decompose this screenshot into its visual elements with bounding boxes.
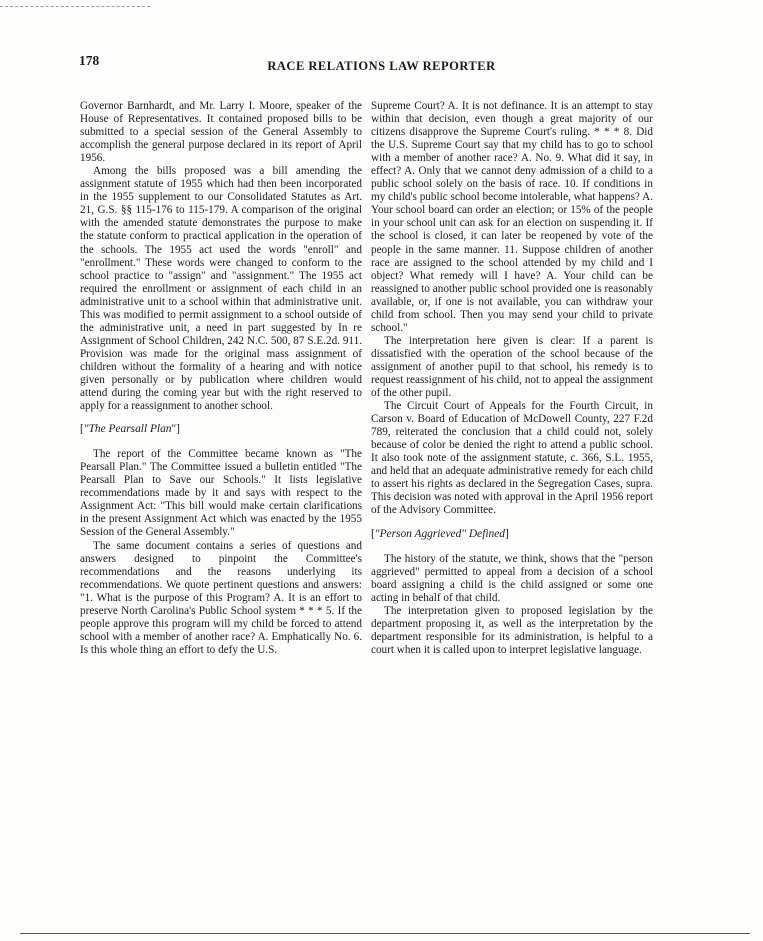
top-edge-dashes xyxy=(0,6,150,7)
heading-close-bracket: "] xyxy=(171,423,180,436)
left-paragraph-1: Governor Barnhardt, and Mr. Larry I. Moore, speaker of the House of Representatives. It contained proposed bills to be submitted to a special session of the General Assembly to accomplish the general purpose declared in its report of April 1956. xyxy=(80,100,362,165)
heading-open-bracket: [ xyxy=(80,423,84,436)
left-paragraph-2: Among the bills proposed was a bill amending the assignment statute of 1955 which had then been incorporated in the 1955 supplement to our Consolidated Statutes as Art. 21, G.S. §§ 115-176 to 115-179. A comparison of the original with the amended statute demonstrates the purpose to make the statute conform to practical application in the operation of the schools. The 1955 act used the words "enroll" and "enrollment." These words were changed to conform to the school practice to "assign" and "assignment." The 1955 act required the enrollment or assignment of each child in an administrative unit to a school within that administrative unit. This was modified to permit assignment to a school outside of the administrative unit, a need in part suggested by In re Assignment of School Children, 242 N.C. 500, 87 S.E.2d. 911. Provision was made for the original mass assignment of children without the formality of a hearing and with notice given personally or by publication where children would attend during the coming year but with the right reserved to apply for a reassignment to another school. xyxy=(80,165,362,413)
left-paragraph-4: The same document contains a series of questions and answers designed to pinpoint the Committee's recommendations and the reasons underlying its recommendations. We quote pertinent questions and answers: "1. What is the purpose of this Program? A. It is an effort to preserve North Carolina's Public School system * * * 5. If the people approve this program will my child be forced to attend school with a member of another race? A. Emphatically No. 6. Is this whole thing an effort to defy the U.S. xyxy=(80,539,362,656)
heading-pearsall-plan-text: "The Pearsall Plan xyxy=(83,423,172,436)
right-paragraph-3: The Circuit Court of Appeals for the Fourth Circuit, in Carson v. Board of Education of McDowell County, 227 F.2d 789, reiterated the conclusion that a child could not, solely because of color be denied the right to attend a public school. It also took note of the assignment statute, c. 366, S.L. 1955, and held that an adequate administrative remedy for each child to assert his rights as declared in the Segregation Cases, supra. This decision was noted with approval in the April 1956 report of the Advisory Committee. xyxy=(371,400,653,517)
heading-person-aggrieved-text: "Person Aggrieved" Defined xyxy=(374,527,505,540)
heading-open-bracket: [ xyxy=(371,527,375,540)
section-heading-pearsall-plan xyxy=(80,423,362,436)
section-heading-person-aggrieved xyxy=(371,528,653,541)
right-paragraph-4: The history of the statute, we think, shows that the "person aggrieved" permitted to appeal from a decision of a school board assigning a child is the child assigned or some one acting in behalf of that child. xyxy=(371,552,653,604)
left-paragraph-3: The report of the Committee became known as "The Pearsall Plan." The Committee issued a bulletin entitled "The Pearsall Plan to Save our Schools." It lists legislative recommendations made by it and says with respect to the Assignment Act: "This bill would make certain clarifications in the present Assignment Act which was enacted by the 1955 Session of the General Assembly." xyxy=(80,448,362,539)
left-column xyxy=(80,100,362,657)
right-paragraph-1: Supreme Court? A. It is not definance. It is an attempt to stay within that decision, even though a great majority of our citizens disapprove the Supreme Court's ruling. * * * 8. Did the U.S. Supreme Court say that my child has to go to school with a member of another race? A. No. 9. What did it say, in effect? A. Only that we cannot deny admission of a child to a public school solely on the basis of race. 10. If conditions in my child's public school become intolerable, what happens? A. Your school board can order an election; or 15% of the people in your school unit can ask for an election on suspending it. If the school is closed, it can later be reopened by vote of the people in the same manner. 11. Suppose children of another race are assigned to the school attended by my child and I object? What remedy will I have? A. Your child can be reassigned to another public school provided one is reasonably available, or, if one is not available, you can withdraw your child from school. Then you may send your child to private school." xyxy=(371,100,653,334)
right-column xyxy=(371,100,653,657)
page-number: 178 xyxy=(79,53,100,68)
heading-close-bracket: ] xyxy=(505,527,509,540)
bottom-edge-rule xyxy=(20,933,750,934)
right-paragraph-5: The interpretation given to proposed legislation by the department proposing it, as well as the interpretation by the department responsible for its administration, is helpful to a court when it is called upon to interpret legislative language. xyxy=(371,604,653,656)
running-header: RACE RELATIONS LAW REPORTER xyxy=(267,59,496,73)
right-paragraph-2: The interpretation here given is clear: If a parent is dissatisfied with the operation of the school because of the assignment of another pupil to that school, his remedy is to request reassignment of his child, not to appeal the assignment of the other pupil. xyxy=(371,334,653,400)
